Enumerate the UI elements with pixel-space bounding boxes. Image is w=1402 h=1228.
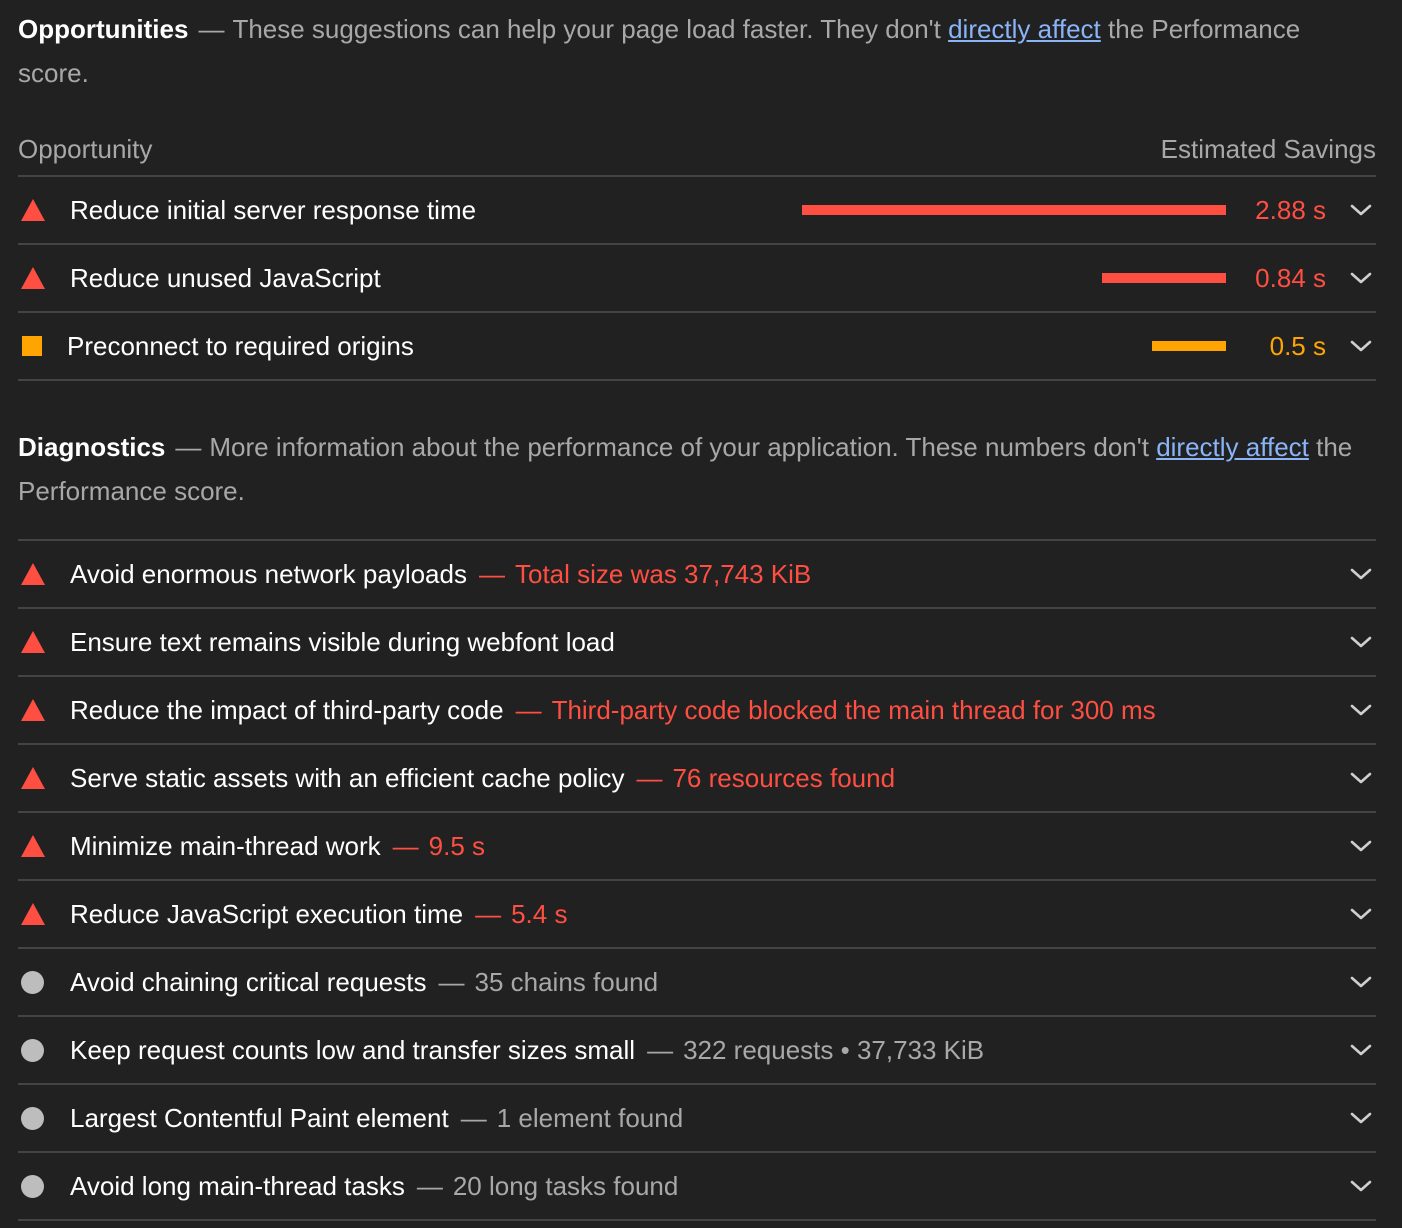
detail-dash: — <box>478 558 505 589</box>
warning-triangle-icon-shape <box>21 563 45 585</box>
diagnostic-label: Ensure text remains visible during webfont load <box>70 626 615 657</box>
detail-text: 35 chains found <box>474 966 659 997</box>
detail-dash: — <box>475 898 502 929</box>
detail-dash: — <box>647 1034 674 1065</box>
info-circle-icon-shape <box>21 1107 44 1130</box>
diagnostic-label: Reduce the impact of third-party code <box>70 694 504 725</box>
chevron-down-icon[interactable] <box>1326 839 1376 853</box>
diagnostic-label: Keep request counts low and transfer sizes small <box>70 1034 636 1065</box>
directly-affect-link[interactable]: directly affect <box>1156 432 1309 462</box>
diagnostic-row[interactable] <box>18 1085 1376 1153</box>
opportunities-title: Opportunities <box>18 14 189 44</box>
detail-dash: — <box>515 694 542 725</box>
info-circle-icon <box>18 1039 70 1062</box>
diagnostic-label: Reduce JavaScript execution time <box>70 898 464 929</box>
warning-triangle-icon-shape <box>21 199 45 221</box>
detail-text: 1 element found <box>496 1102 684 1133</box>
diagnostics-header <box>18 425 1376 513</box>
info-circle-icon <box>18 1107 70 1130</box>
detail-text: 9.5 s <box>428 830 486 861</box>
diagnostic-row[interactable] <box>18 1153 1376 1221</box>
savings-bar-fill <box>802 205 1226 215</box>
warning-triangle-icon <box>18 903 70 925</box>
savings-bar <box>802 341 1226 351</box>
warning-triangle-icon-shape <box>21 631 45 653</box>
chevron-down-icon[interactable] <box>1326 567 1376 581</box>
warning-triangle-icon <box>18 563 70 585</box>
expand-cell <box>1326 567 1376 581</box>
warning-triangle-icon-shape <box>21 767 45 789</box>
warning-triangle-icon-shape <box>21 699 45 721</box>
expand-cell <box>1326 907 1376 921</box>
diagnostic-label: Largest Contentful Paint element <box>70 1102 449 1133</box>
header-dash: — <box>198 14 225 44</box>
warning-triangle-icon-shape <box>21 267 45 289</box>
detail-dash: — <box>460 1102 487 1133</box>
diagnostics-description: More information about the performance of your application. These numbers don't <box>209 432 1149 462</box>
savings-value: 2.88 s <box>1255 194 1326 225</box>
report-panel <box>18 0 1376 1221</box>
expand-cell <box>1326 635 1376 649</box>
chevron-down-icon[interactable] <box>1326 271 1376 285</box>
diagnostic-label: Serve static assets with an efficient cache policy <box>70 762 625 793</box>
average-square-icon <box>18 336 70 356</box>
directly-affect-link[interactable]: directly affect <box>948 14 1101 44</box>
savings-cell <box>802 263 1376 294</box>
diagnostic-detail <box>393 831 485 862</box>
savings-bar-fill <box>1102 273 1226 283</box>
diagnostic-detail <box>417 1171 679 1202</box>
opportunity-row[interactable] <box>18 313 1376 381</box>
opportunity-row[interactable] <box>18 245 1376 313</box>
warning-triangle-icon-shape <box>21 835 45 857</box>
diagnostic-row[interactable] <box>18 745 1376 813</box>
savings-bar-fill <box>1152 341 1226 351</box>
expand-cell <box>1326 839 1376 853</box>
opportunities-description-end: the Performance score. <box>18 14 1301 88</box>
diagnostic-detail <box>479 559 811 590</box>
chevron-down-icon[interactable] <box>1326 635 1376 649</box>
savings-value: 0.84 s <box>1255 262 1326 293</box>
detail-text: 5.4 s <box>511 898 568 929</box>
opportunity-label: Preconnect to required origins <box>67 330 414 361</box>
detail-dash: — <box>438 966 465 997</box>
chevron-down-icon[interactable] <box>1326 1043 1376 1057</box>
diagnostic-detail <box>438 967 658 998</box>
savings-value: 0.5 s <box>1269 330 1326 361</box>
info-circle-icon-shape <box>21 1039 44 1062</box>
warning-triangle-icon <box>18 199 70 221</box>
diagnostic-row[interactable] <box>18 813 1376 881</box>
savings-cell <box>802 331 1376 362</box>
savings-cell <box>802 195 1376 226</box>
expand-cell <box>1326 1111 1376 1125</box>
expand-cell <box>1326 771 1376 785</box>
chevron-down-icon[interactable] <box>1326 339 1376 353</box>
column-estimated-savings: Estimated Savings <box>1160 133 1376 164</box>
detail-dash: — <box>392 830 419 861</box>
diagnostics-section <box>18 425 1376 1221</box>
warning-triangle-icon <box>18 267 70 289</box>
diagnostics-list <box>18 539 1376 1221</box>
chevron-down-icon[interactable] <box>1326 1111 1376 1125</box>
opportunities-header <box>18 7 1376 95</box>
column-opportunity: Opportunity <box>18 133 153 164</box>
diagnostic-row[interactable] <box>18 541 1376 609</box>
detail-text: 322 requests • 37,733 KiB <box>683 1034 985 1065</box>
diagnostic-row[interactable] <box>18 1017 1376 1085</box>
diagnostic-row[interactable] <box>18 677 1376 745</box>
diagnostic-detail <box>516 695 1156 726</box>
diagnostics-description-end: the Performance score. <box>18 432 1353 506</box>
opportunities-list <box>18 177 1376 381</box>
savings-bar <box>802 205 1226 215</box>
detail-text: 20 long tasks found <box>452 1170 679 1201</box>
opportunities-description: These suggestions can help your page load faster. They don't <box>232 14 941 44</box>
info-circle-icon <box>18 1175 70 1198</box>
diagnostic-row[interactable] <box>18 949 1376 1017</box>
expand-cell <box>1326 975 1376 989</box>
detail-text: Total size was 37,743 KiB <box>514 558 812 589</box>
info-circle-icon-shape <box>21 1175 44 1198</box>
warning-triangle-icon-shape <box>21 903 45 925</box>
chevron-down-icon[interactable] <box>1326 1179 1376 1193</box>
expand-cell <box>1326 1043 1376 1057</box>
diagnostics-title: Diagnostics <box>18 432 166 462</box>
diagnostic-detail <box>461 1103 683 1134</box>
diagnostic-label: Avoid enormous network payloads <box>70 558 467 589</box>
diagnostic-detail <box>475 899 567 930</box>
warning-triangle-icon <box>18 767 70 789</box>
diagnostic-label: Minimize main-thread work <box>70 830 381 861</box>
chevron-down-icon[interactable] <box>1326 907 1376 921</box>
opportunity-label: Reduce initial server response time <box>70 194 477 225</box>
average-square-icon-shape <box>22 336 42 356</box>
info-circle-icon <box>18 971 70 994</box>
header-dash: — <box>175 432 202 462</box>
diagnostic-row[interactable] <box>18 609 1376 677</box>
expand-cell <box>1326 1179 1376 1193</box>
diagnostic-detail <box>636 763 895 794</box>
detail-text: Third-party code blocked the main thread for 300 ms <box>551 694 1156 725</box>
opportunity-label: Reduce unused JavaScript <box>70 262 381 293</box>
detail-dash: — <box>416 1170 443 1201</box>
chevron-down-icon[interactable] <box>1326 203 1376 217</box>
chevron-down-icon[interactable] <box>1326 703 1376 717</box>
diagnostic-row[interactable] <box>18 881 1376 949</box>
warning-triangle-icon <box>18 631 70 653</box>
chevron-down-icon[interactable] <box>1326 975 1376 989</box>
chevron-down-icon[interactable] <box>1326 771 1376 785</box>
savings-bar <box>802 273 1226 283</box>
warning-triangle-icon <box>18 699 70 721</box>
detail-text: 76 resources found <box>672 762 896 793</box>
detail-dash: — <box>636 762 663 793</box>
diagnostic-label: Avoid chaining critical requests <box>70 966 427 997</box>
opportunity-row[interactable] <box>18 177 1376 245</box>
expand-cell <box>1326 703 1376 717</box>
info-circle-icon-shape <box>21 971 44 994</box>
warning-triangle-icon <box>18 835 70 857</box>
diagnostic-label: Avoid long main-thread tasks <box>70 1170 405 1201</box>
diagnostic-detail <box>647 1035 984 1066</box>
opportunities-table-header <box>18 123 1376 177</box>
